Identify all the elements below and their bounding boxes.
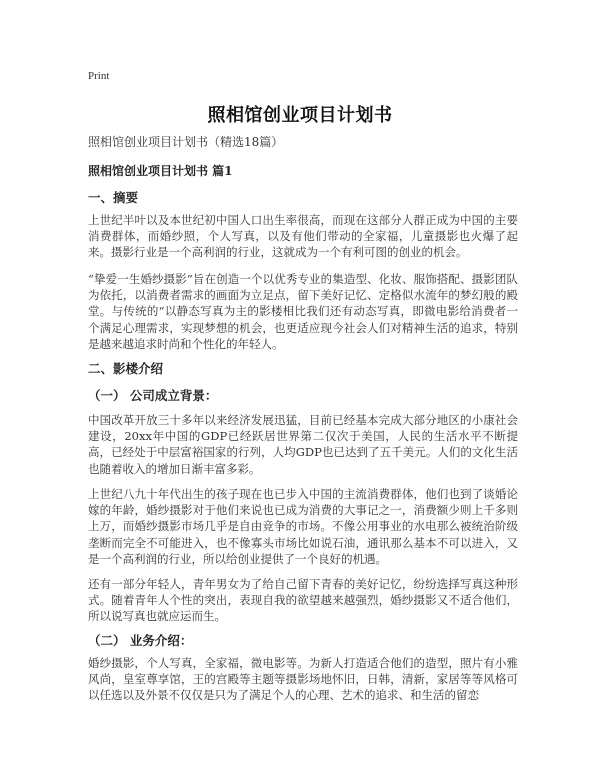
paragraph: “挚爱一生婚纱摄影”旨在创造一个以优秀专业的集造型、化妆、服饰搭配、摄影团队为依托，以消费者需求的画面为立足点，留下美好记忆、定格似水流年的梦幻般的殿堂。与传统的“以静态写真为主的影楼相比我们还有动态写真，即微电影给消费者一个满足心理需求，实现梦想的机会，也更适应现今社会人们对精神生活的追求，特别是越来越追求时尚和个性化的年轻人。	[88, 272, 518, 351]
paragraph: 婚纱摄影，个人写真，全家福，微电影等。为新人打造适合他们的造型，照片有小雅风尚，皇室尊享馆，王的宫殿等主题等摄影场地怀旧，日韩，清新，家居等等风格可以任选以及外景不仅仅是只为了满足个人的心理、艺术的追求、和生活的留恋	[88, 656, 518, 703]
section-heading-studio-intro: 二、影楼介绍	[88, 361, 164, 376]
document-subtitle: 照相馆创业项目计划书（精选18篇）	[88, 135, 284, 149]
paragraph: 还有一部分年轻人，青年男女为了给自己留下青春的美好记忆，纷纷选择写真这种形式。随着青年人个性的突出，表现自我的欲望越来越强烈，婚纱摄影又不适合他们，所以说写真也就应运而生。	[88, 577, 518, 624]
section-heading-summary: 一、摘要	[88, 190, 139, 205]
paragraph: 上世纪半叶以及本世纪初中国人口出生率很高，而现在这部分人群正成为中国的主要消费群体，而婚纱照，个人写真，以及有他们带动的全家福，儿童摄影也火爆了起来。摄影行业是一个高利润的行业，这就成为一个有利可图的创业的机会。	[88, 213, 518, 260]
paragraph: 中国改革开放三十多年以来经济发展迅猛，目前已经基本完成大部分地区的小康社会建设，20xx年中国的GDP已经跃居世界第二仅次于美国，人民的生活水平不断提高，已经处于中层富裕国家的行列，人均GDP也已达到了五千美元。人们的文化生活也随着收入的增加日渐丰富多彩。	[88, 413, 518, 476]
print-label[interactable]: Print	[88, 70, 110, 82]
subsection-heading-business: （二） 业务介绍：	[88, 633, 193, 648]
article-title: 照相馆创业项目计划书 篇1	[88, 164, 233, 178]
paragraph: 上世纪八九十年代出生的孩子现在也已步入中国的主流消费群体，他们也到了谈婚论嫁的年龄，婚纱摄影对于他们来说也已成为消费的大事记之一，消费额少则上千多则上万，而婚纱摄影市场几乎是自由竞争的市场。不像公用事业的水电那么被统治阶级垄断而完全不可能进入，也不像寡头市场比如说石油，通讯那么基本不可以进入，又是一个高利润的行业，所以给创业提供了一个良好的机遇。	[88, 487, 518, 566]
subsection-heading-background: （一） 公司成立背景：	[88, 388, 218, 403]
document-title: 照相馆创业项目计划书	[207, 105, 393, 126]
